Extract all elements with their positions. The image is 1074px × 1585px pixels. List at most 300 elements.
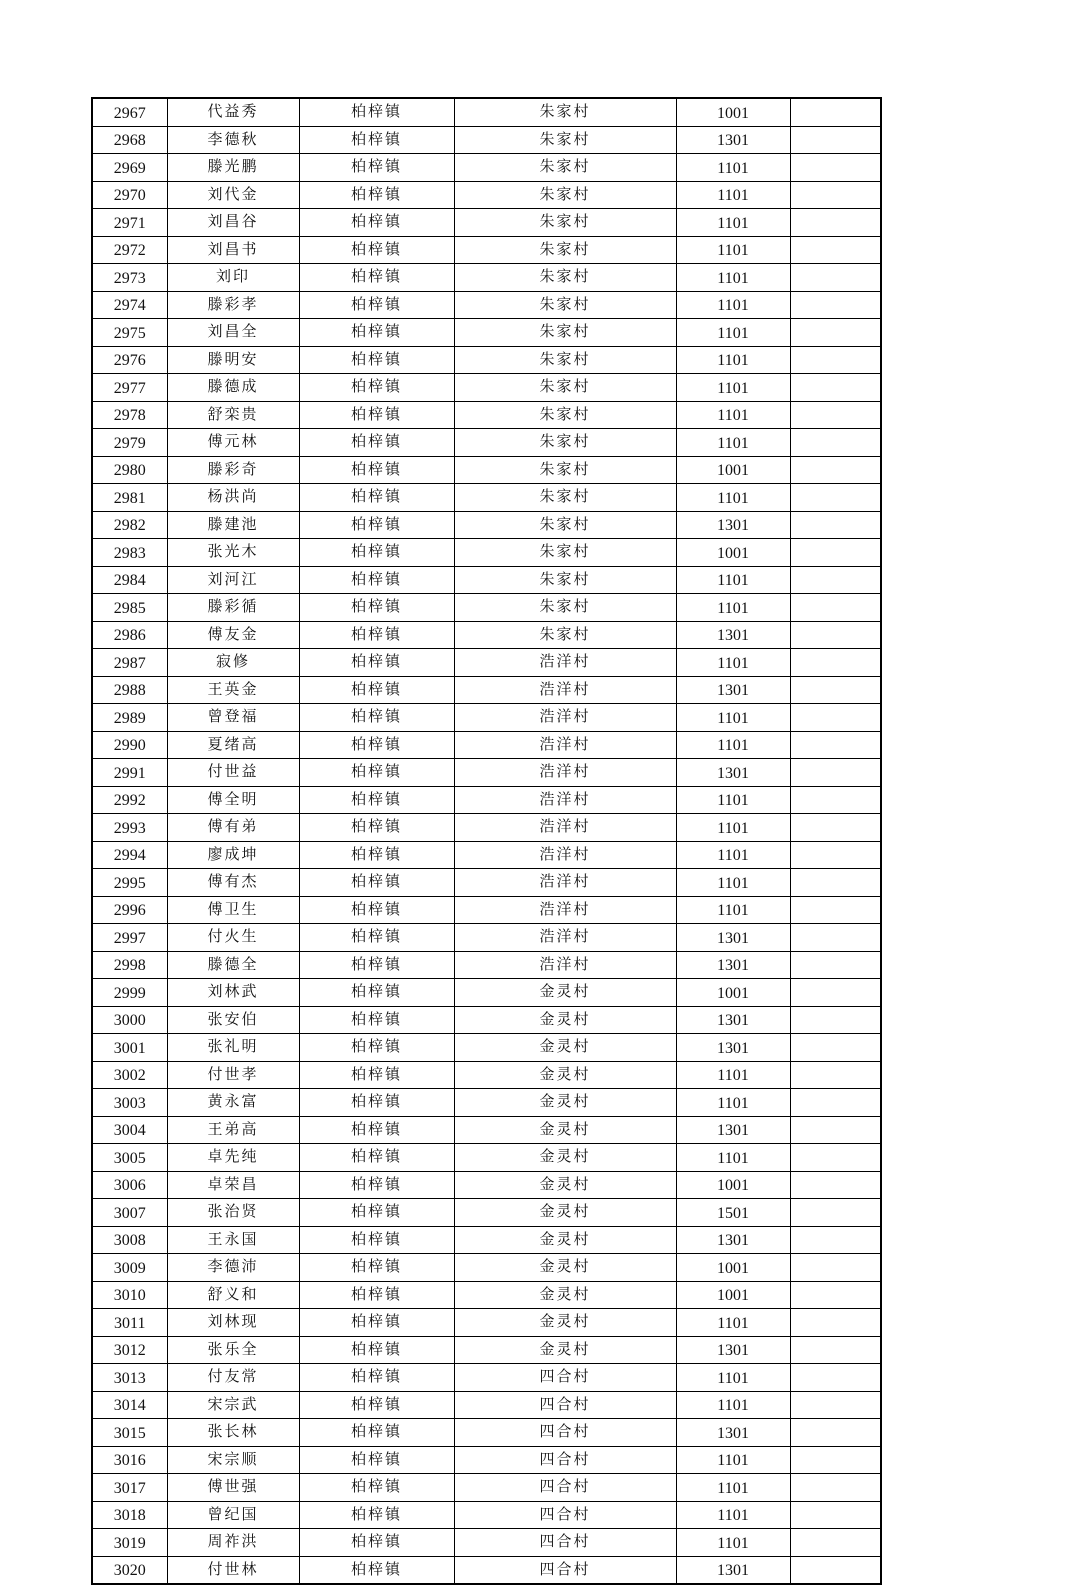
note-cell <box>790 1309 881 1337</box>
code-cell: 1101 <box>676 429 790 457</box>
town-cell: 柏梓镇 <box>299 1199 454 1227</box>
name-cell: 宋宗顺 <box>167 1446 299 1474</box>
town-cell: 柏梓镇 <box>299 1556 454 1584</box>
code-cell: 1301 <box>676 1556 790 1584</box>
row-number-cell: 2997 <box>92 924 167 952</box>
note-cell <box>790 154 881 182</box>
town-cell: 柏梓镇 <box>299 126 454 154</box>
town-cell: 柏梓镇 <box>299 291 454 319</box>
note-cell <box>790 814 881 842</box>
name-cell: 卓先纯 <box>167 1144 299 1172</box>
town-cell: 柏梓镇 <box>299 951 454 979</box>
row-number-cell: 2971 <box>92 209 167 237</box>
name-cell: 付世林 <box>167 1556 299 1584</box>
village-cell: 金灵村 <box>454 1144 676 1172</box>
name-cell: 付世益 <box>167 759 299 787</box>
village-cell: 浩洋村 <box>454 924 676 952</box>
table-row <box>92 264 881 292</box>
note-cell <box>790 539 881 567</box>
village-cell: 朱家村 <box>454 291 676 319</box>
name-cell: 傅有弟 <box>167 814 299 842</box>
roster-table <box>91 97 882 1585</box>
village-cell: 金灵村 <box>454 1089 676 1117</box>
code-cell: 1001 <box>676 1171 790 1199</box>
village-cell: 四合村 <box>454 1364 676 1392</box>
name-cell: 张安伯 <box>167 1006 299 1034</box>
name-cell: 傅卫生 <box>167 896 299 924</box>
town-cell: 柏梓镇 <box>299 1529 454 1557</box>
row-number-cell: 2990 <box>92 731 167 759</box>
note-cell <box>790 429 881 457</box>
row-number-cell: 3016 <box>92 1446 167 1474</box>
village-cell: 朱家村 <box>454 484 676 512</box>
town-cell: 柏梓镇 <box>299 1034 454 1062</box>
note-cell <box>790 1034 881 1062</box>
village-cell: 朱家村 <box>454 511 676 539</box>
note-cell <box>790 704 881 732</box>
village-cell: 浩洋村 <box>454 704 676 732</box>
town-cell: 柏梓镇 <box>299 649 454 677</box>
town-cell: 柏梓镇 <box>299 319 454 347</box>
note-cell <box>790 979 881 1007</box>
name-cell: 傅友金 <box>167 621 299 649</box>
row-number-cell: 2976 <box>92 346 167 374</box>
village-cell: 四合村 <box>454 1501 676 1529</box>
code-cell: 1101 <box>676 594 790 622</box>
row-number-cell: 3003 <box>92 1089 167 1117</box>
village-cell: 浩洋村 <box>454 786 676 814</box>
village-cell: 浩洋村 <box>454 814 676 842</box>
table-row <box>92 346 881 374</box>
note-cell <box>790 1419 881 1447</box>
town-cell: 柏梓镇 <box>299 154 454 182</box>
village-cell: 四合村 <box>454 1474 676 1502</box>
note-cell <box>790 951 881 979</box>
town-cell: 柏梓镇 <box>299 1446 454 1474</box>
code-cell: 1101 <box>676 1364 790 1392</box>
village-cell: 金灵村 <box>454 1116 676 1144</box>
note-cell <box>790 924 881 952</box>
name-cell: 傅元林 <box>167 429 299 457</box>
name-cell: 李德沛 <box>167 1254 299 1282</box>
code-cell: 1301 <box>676 759 790 787</box>
name-cell: 黄永富 <box>167 1089 299 1117</box>
row-number-cell: 3015 <box>92 1419 167 1447</box>
row-number-cell: 3006 <box>92 1171 167 1199</box>
table-row <box>92 566 881 594</box>
code-cell: 1101 <box>676 1391 790 1419</box>
table-row <box>92 1309 881 1337</box>
note-cell <box>790 1226 881 1254</box>
name-cell: 张光木 <box>167 539 299 567</box>
name-cell: 刘昌全 <box>167 319 299 347</box>
row-number-cell: 2991 <box>92 759 167 787</box>
table-row <box>92 511 881 539</box>
code-cell: 1301 <box>676 1336 790 1364</box>
village-cell: 四合村 <box>454 1419 676 1447</box>
name-cell: 寂修 <box>167 649 299 677</box>
town-cell: 柏梓镇 <box>299 1501 454 1529</box>
table-row <box>92 539 881 567</box>
code-cell: 1301 <box>676 1226 790 1254</box>
code-cell: 1001 <box>676 979 790 1007</box>
town-cell: 柏梓镇 <box>299 511 454 539</box>
table-row <box>92 429 881 457</box>
note-cell <box>790 181 881 209</box>
table-row <box>92 1556 881 1584</box>
town-cell: 柏梓镇 <box>299 759 454 787</box>
town-cell: 柏梓镇 <box>299 1281 454 1309</box>
row-number-cell: 3019 <box>92 1529 167 1557</box>
name-cell: 宋宗武 <box>167 1391 299 1419</box>
row-number-cell: 2974 <box>92 291 167 319</box>
row-number-cell: 3020 <box>92 1556 167 1584</box>
code-cell: 1101 <box>676 704 790 732</box>
row-number-cell: 2983 <box>92 539 167 567</box>
code-cell: 1101 <box>676 1061 790 1089</box>
name-cell: 滕彩循 <box>167 594 299 622</box>
row-number-cell: 2970 <box>92 181 167 209</box>
name-cell: 付火生 <box>167 924 299 952</box>
table-row <box>92 126 881 154</box>
code-cell: 1101 <box>676 566 790 594</box>
table-row <box>92 1171 881 1199</box>
table-row <box>92 319 881 347</box>
table-row <box>92 896 881 924</box>
code-cell: 1101 <box>676 649 790 677</box>
row-number-cell: 2999 <box>92 979 167 1007</box>
code-cell: 1101 <box>676 154 790 182</box>
town-cell: 柏梓镇 <box>299 98 454 126</box>
table-row <box>92 621 881 649</box>
code-cell: 1101 <box>676 291 790 319</box>
table-row <box>92 951 881 979</box>
row-number-cell: 3007 <box>92 1199 167 1227</box>
row-number-cell: 3008 <box>92 1226 167 1254</box>
village-cell: 朱家村 <box>454 566 676 594</box>
code-cell: 1101 <box>676 264 790 292</box>
table-row <box>92 1144 881 1172</box>
village-cell: 朱家村 <box>454 456 676 484</box>
code-cell: 1101 <box>676 181 790 209</box>
row-number-cell: 2975 <box>92 319 167 347</box>
note-cell <box>790 98 881 126</box>
village-cell: 朱家村 <box>454 374 676 402</box>
name-cell: 廖成坤 <box>167 841 299 869</box>
code-cell: 1101 <box>676 814 790 842</box>
roster-table-body <box>92 98 881 1584</box>
table-row <box>92 1006 881 1034</box>
town-cell: 柏梓镇 <box>299 1061 454 1089</box>
code-cell: 1301 <box>676 1006 790 1034</box>
code-cell: 1101 <box>676 1501 790 1529</box>
row-number-cell: 2995 <box>92 869 167 897</box>
village-cell: 浩洋村 <box>454 676 676 704</box>
code-cell: 1301 <box>676 126 790 154</box>
name-cell: 刘代金 <box>167 181 299 209</box>
village-cell: 金灵村 <box>454 1061 676 1089</box>
town-cell: 柏梓镇 <box>299 1006 454 1034</box>
table-row <box>92 401 881 429</box>
table-row <box>92 1474 881 1502</box>
table-row <box>92 484 881 512</box>
row-number-cell: 2977 <box>92 374 167 402</box>
code-cell: 1101 <box>676 209 790 237</box>
note-cell <box>790 649 881 677</box>
table-row <box>92 1529 881 1557</box>
note-cell <box>790 1006 881 1034</box>
name-cell: 刘河江 <box>167 566 299 594</box>
table-row <box>92 1281 881 1309</box>
name-cell: 曾纪国 <box>167 1501 299 1529</box>
table-row <box>92 1034 881 1062</box>
name-cell: 刘印 <box>167 264 299 292</box>
name-cell: 滕彩孝 <box>167 291 299 319</box>
town-cell: 柏梓镇 <box>299 1419 454 1447</box>
village-cell: 浩洋村 <box>454 896 676 924</box>
village-cell: 金灵村 <box>454 1336 676 1364</box>
row-number-cell: 3009 <box>92 1254 167 1282</box>
row-number-cell: 2992 <box>92 786 167 814</box>
row-number-cell: 2982 <box>92 511 167 539</box>
town-cell: 柏梓镇 <box>299 676 454 704</box>
note-cell <box>790 1474 881 1502</box>
name-cell: 舒义和 <box>167 1281 299 1309</box>
row-number-cell: 2979 <box>92 429 167 457</box>
village-cell: 浩洋村 <box>454 841 676 869</box>
code-cell: 1101 <box>676 896 790 924</box>
town-cell: 柏梓镇 <box>299 1116 454 1144</box>
code-cell: 1301 <box>676 951 790 979</box>
note-cell <box>790 1061 881 1089</box>
name-cell: 舒栾贵 <box>167 401 299 429</box>
note-cell <box>790 1529 881 1557</box>
note-cell <box>790 264 881 292</box>
row-number-cell: 3005 <box>92 1144 167 1172</box>
name-cell: 滕光鹏 <box>167 154 299 182</box>
village-cell: 四合村 <box>454 1391 676 1419</box>
table-row <box>92 759 881 787</box>
code-cell: 1101 <box>676 374 790 402</box>
code-cell: 1301 <box>676 1419 790 1447</box>
village-cell: 浩洋村 <box>454 649 676 677</box>
village-cell: 金灵村 <box>454 1226 676 1254</box>
name-cell: 傅有杰 <box>167 869 299 897</box>
town-cell: 柏梓镇 <box>299 869 454 897</box>
name-cell: 夏绪高 <box>167 731 299 759</box>
name-cell: 滕德成 <box>167 374 299 402</box>
code-cell: 1301 <box>676 676 790 704</box>
code-cell: 1101 <box>676 346 790 374</box>
note-cell <box>790 1501 881 1529</box>
village-cell: 金灵村 <box>454 1006 676 1034</box>
note-cell <box>790 731 881 759</box>
note-cell <box>790 1446 881 1474</box>
code-cell: 1101 <box>676 236 790 264</box>
code-cell: 1301 <box>676 511 790 539</box>
village-cell: 金灵村 <box>454 1199 676 1227</box>
town-cell: 柏梓镇 <box>299 236 454 264</box>
name-cell: 傅全明 <box>167 786 299 814</box>
note-cell <box>790 786 881 814</box>
town-cell: 柏梓镇 <box>299 1474 454 1502</box>
name-cell: 刘昌谷 <box>167 209 299 237</box>
village-cell: 朱家村 <box>454 319 676 347</box>
village-cell: 朱家村 <box>454 264 676 292</box>
name-cell: 刘林武 <box>167 979 299 1007</box>
row-number-cell: 3012 <box>92 1336 167 1364</box>
table-row <box>92 1061 881 1089</box>
name-cell: 刘林现 <box>167 1309 299 1337</box>
row-number-cell: 3017 <box>92 1474 167 1502</box>
name-cell: 刘昌书 <box>167 236 299 264</box>
town-cell: 柏梓镇 <box>299 594 454 622</box>
note-cell <box>790 869 881 897</box>
row-number-cell: 3000 <box>92 1006 167 1034</box>
code-cell: 1301 <box>676 1116 790 1144</box>
table-row <box>92 676 881 704</box>
code-cell: 1101 <box>676 786 790 814</box>
town-cell: 柏梓镇 <box>299 621 454 649</box>
table-row <box>92 98 881 126</box>
table-row <box>92 236 881 264</box>
row-number-cell: 3013 <box>92 1364 167 1392</box>
name-cell: 滕建池 <box>167 511 299 539</box>
table-row <box>92 1254 881 1282</box>
table-row <box>92 594 881 622</box>
note-cell <box>790 1336 881 1364</box>
note-cell <box>790 1171 881 1199</box>
row-number-cell: 2969 <box>92 154 167 182</box>
note-cell <box>790 484 881 512</box>
name-cell: 李德秋 <box>167 126 299 154</box>
row-number-cell: 2978 <box>92 401 167 429</box>
name-cell: 王永国 <box>167 1226 299 1254</box>
table-row <box>92 1226 881 1254</box>
row-number-cell: 3011 <box>92 1309 167 1337</box>
table-row <box>92 1199 881 1227</box>
code-cell: 1101 <box>676 484 790 512</box>
note-cell <box>790 236 881 264</box>
note-cell <box>790 126 881 154</box>
code-cell: 1001 <box>676 539 790 567</box>
town-cell: 柏梓镇 <box>299 1336 454 1364</box>
note-cell <box>790 1116 881 1144</box>
code-cell: 1501 <box>676 1199 790 1227</box>
town-cell: 柏梓镇 <box>299 1089 454 1117</box>
table-row <box>92 649 881 677</box>
code-cell: 1301 <box>676 621 790 649</box>
town-cell: 柏梓镇 <box>299 209 454 237</box>
note-cell <box>790 209 881 237</box>
code-cell: 1001 <box>676 1254 790 1282</box>
code-cell: 1101 <box>676 731 790 759</box>
table-row <box>92 1391 881 1419</box>
code-cell: 1001 <box>676 1281 790 1309</box>
village-cell: 朱家村 <box>454 181 676 209</box>
town-cell: 柏梓镇 <box>299 1364 454 1392</box>
note-cell <box>790 1281 881 1309</box>
town-cell: 柏梓镇 <box>299 264 454 292</box>
note-cell <box>790 1089 881 1117</box>
table-row <box>92 1419 881 1447</box>
row-number-cell: 2981 <box>92 484 167 512</box>
name-cell: 卓荣昌 <box>167 1171 299 1199</box>
note-cell <box>790 1364 881 1392</box>
name-cell: 王英金 <box>167 676 299 704</box>
code-cell: 1101 <box>676 1089 790 1117</box>
village-cell: 四合村 <box>454 1556 676 1584</box>
table-row <box>92 1501 881 1529</box>
note-cell <box>790 896 881 924</box>
name-cell: 杨洪尚 <box>167 484 299 512</box>
name-cell: 张治贤 <box>167 1199 299 1227</box>
town-cell: 柏梓镇 <box>299 896 454 924</box>
village-cell: 浩洋村 <box>454 951 676 979</box>
note-cell <box>790 1254 881 1282</box>
code-cell: 1101 <box>676 319 790 347</box>
table-row <box>92 1089 881 1117</box>
village-cell: 朱家村 <box>454 346 676 374</box>
village-cell: 浩洋村 <box>454 869 676 897</box>
row-number-cell: 3001 <box>92 1034 167 1062</box>
code-cell: 1301 <box>676 924 790 952</box>
town-cell: 柏梓镇 <box>299 841 454 869</box>
code-cell: 1101 <box>676 401 790 429</box>
note-cell <box>790 594 881 622</box>
table-row <box>92 181 881 209</box>
row-number-cell: 2973 <box>92 264 167 292</box>
name-cell: 滕彩奇 <box>167 456 299 484</box>
code-cell: 1101 <box>676 1309 790 1337</box>
name-cell: 张长林 <box>167 1419 299 1447</box>
table-row <box>92 209 881 237</box>
town-cell: 柏梓镇 <box>299 1309 454 1337</box>
town-cell: 柏梓镇 <box>299 731 454 759</box>
table-row <box>92 1336 881 1364</box>
town-cell: 柏梓镇 <box>299 924 454 952</box>
town-cell: 柏梓镇 <box>299 704 454 732</box>
village-cell: 朱家村 <box>454 594 676 622</box>
row-number-cell: 2998 <box>92 951 167 979</box>
village-cell: 浩洋村 <box>454 759 676 787</box>
town-cell: 柏梓镇 <box>299 346 454 374</box>
table-row <box>92 979 881 1007</box>
name-cell: 代益秀 <box>167 98 299 126</box>
note-cell <box>790 456 881 484</box>
village-cell: 四合村 <box>454 1446 676 1474</box>
village-cell: 朱家村 <box>454 539 676 567</box>
row-number-cell: 2986 <box>92 621 167 649</box>
village-cell: 朱家村 <box>454 429 676 457</box>
table-row <box>92 869 881 897</box>
town-cell: 柏梓镇 <box>299 401 454 429</box>
note-cell <box>790 511 881 539</box>
town-cell: 柏梓镇 <box>299 786 454 814</box>
table-row <box>92 841 881 869</box>
town-cell: 柏梓镇 <box>299 181 454 209</box>
village-cell: 金灵村 <box>454 1254 676 1282</box>
name-cell: 张礼明 <box>167 1034 299 1062</box>
note-cell <box>790 1391 881 1419</box>
village-cell: 金灵村 <box>454 979 676 1007</box>
table-row <box>92 456 881 484</box>
code-cell: 1001 <box>676 98 790 126</box>
code-cell: 1001 <box>676 456 790 484</box>
name-cell: 滕德全 <box>167 951 299 979</box>
town-cell: 柏梓镇 <box>299 566 454 594</box>
village-cell: 金灵村 <box>454 1281 676 1309</box>
